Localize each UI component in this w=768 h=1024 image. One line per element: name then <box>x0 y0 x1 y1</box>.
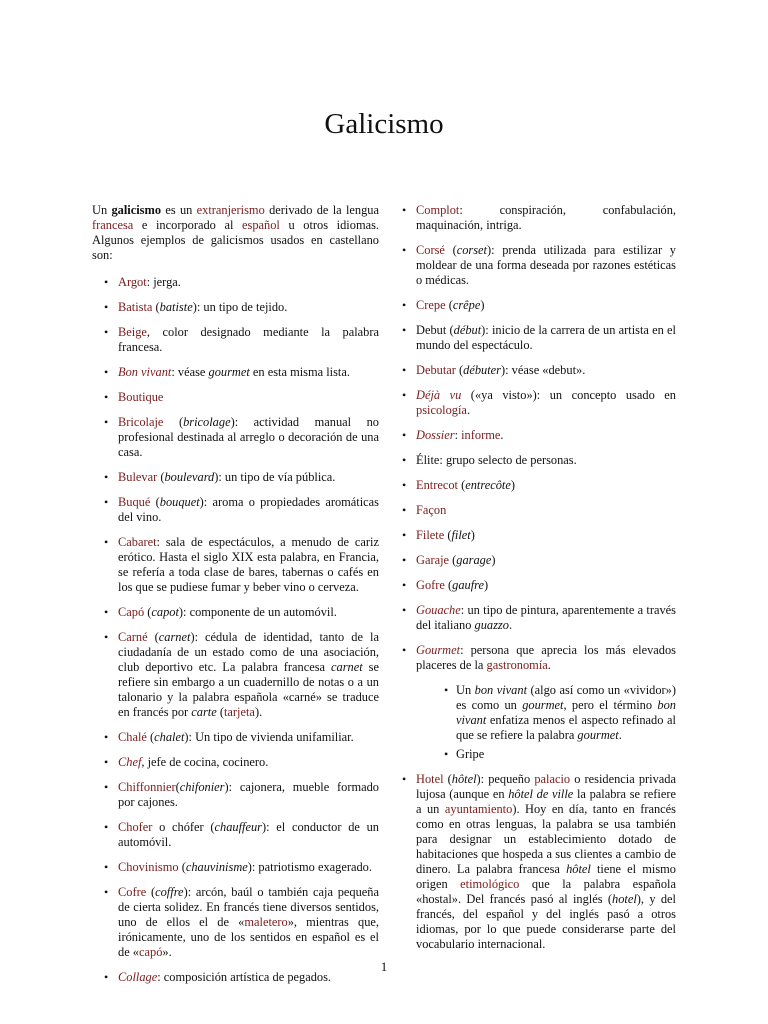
link-chovinismo[interactable]: Chovinismo <box>118 860 179 874</box>
intro-paragraph: Un galicismo es un extranjerismo derivado de la lengua francesa e incorporado al español u otros idiomas. Algunos ejemplos de galicismos usados en castellano son: <box>92 203 379 262</box>
link-chale[interactable]: Chalé <box>118 730 147 744</box>
list-item-beige: • Beige, color designado mediante la palabra francesa. <box>92 325 379 355</box>
link-etimologico[interactable]: etimológico <box>460 877 520 891</box>
link-francesa[interactable]: francesa <box>92 218 134 232</box>
list-item-collage: • Collage: composición artística de pegados. <box>92 970 379 985</box>
galicism-list-left <box>92 275 379 985</box>
link-carne[interactable]: Carné <box>118 630 148 644</box>
list-item-bulevar: • Bulevar (boulevard): un tipo de vía pública. <box>92 470 379 485</box>
right-column <box>401 203 676 962</box>
link-beige[interactable]: Beige <box>118 325 147 339</box>
list-item-gofre: • Gofre (gaufre) <box>401 578 676 593</box>
link-argot[interactable]: Argot <box>118 275 147 289</box>
link-tarjeta[interactable]: tarjeta <box>223 705 255 719</box>
link-deja-vu[interactable]: Déjà vu <box>416 388 462 402</box>
list-item-corse: • Corsé (corset): prenda utilizada para estilizar y moldear de una forma deseada por razones estéticas o médicas. <box>401 243 676 288</box>
link-bon-vivant[interactable]: Bon vivant <box>118 365 172 379</box>
list-item-hotel: • Hotel (hôtel): pequeño palacio o residencia privada lujosa (aunque en hôtel de ville la palabra se refiere a un ayuntamiento). Hoy en día, tanto en francés como en otras lenguas, la palabra se usa también para designar un establecimiento dotado de habitaciones que hospeda a sus clientes a cambio de dinero. La palabra francesa hôtel tiene el mismo origen etimológico que la palabra española «hostal». Del francés pasó al inglés (hotel), y del francés, del español y del inglés pasó a otros idiomas, por lo que puede considerarse parte del vocabulario internacional. <box>401 772 676 952</box>
link-buque[interactable]: Buqué <box>118 495 151 509</box>
link-filete[interactable]: Filete <box>416 528 445 542</box>
link-garaje[interactable]: Garaje <box>416 553 450 567</box>
link-chiffonnier[interactable]: Chiffonnier <box>118 780 176 794</box>
galicism-list-right <box>401 203 676 952</box>
link-bricolaje[interactable]: Bricolaje <box>118 415 164 429</box>
link-palacio[interactable]: palacio <box>534 772 571 786</box>
link-entrecot[interactable]: Entrecot <box>416 478 458 492</box>
list-item-argot: • Argot: jerga. <box>92 275 379 290</box>
link-capo[interactable]: Capó <box>118 605 145 619</box>
link-cofre[interactable]: Cofre <box>118 885 147 899</box>
list-item-cofre: • Cofre (coffre): arcón, baúl o también caja pequeña de cierta solidez. En francés tiene diversos sentidos, uno de ellos el de «maletero», mientras que, irónicamente, uno de los sentidos en español es el de «capó». <box>92 885 379 960</box>
link-dossier[interactable]: Dossier <box>416 428 455 442</box>
list-item-batista: • Batista (batiste): un tipo de tejido. <box>92 300 379 315</box>
sublist-item-gripe: • Gripe <box>416 747 676 762</box>
list-item-complot: • Complot: conspiración, confabulación, maquinación, intriga. <box>401 203 676 233</box>
link-gourmet[interactable]: Gourmet <box>416 643 461 657</box>
list-item-chofer: • Chofer o chófer (chauffeur): el conductor de un automóvil. <box>92 820 379 850</box>
link-ayuntamiento[interactable]: ayuntamiento <box>444 802 513 816</box>
list-item-gouache: • Gouache: un tipo de pintura, aparentemente a través del italiano guazzo. <box>401 603 676 633</box>
list-item-garaje: • Garaje (garage) <box>401 553 676 568</box>
list-item-bricolaje: • Bricolaje (bricolage): actividad manual no profesional destinada al arreglo o decoración de una casa. <box>92 415 379 460</box>
link-debutar[interactable]: Debutar <box>416 363 456 377</box>
list-item-bon-vivant: • Bon vivant: véase gourmet en esta misma lista. <box>92 365 379 380</box>
gourmet-sublist <box>416 683 676 762</box>
link-complot[interactable]: Complot <box>416 203 460 217</box>
page-title: Galicismo <box>324 108 444 140</box>
list-item-filete: • Filete (filet) <box>401 528 676 543</box>
list-item-deja-vu: • Déjà vu («ya visto»): un concepto usado en psicología. <box>401 388 676 418</box>
link-maletero[interactable]: maletero <box>244 915 288 929</box>
link-bulevar[interactable]: Bulevar <box>118 470 158 484</box>
page-number: 1 <box>380 959 388 974</box>
list-item-chale: • Chalé (chalet): Un tipo de vivienda unifamiliar. <box>92 730 379 745</box>
list-item-gourmet: • Gourmet: persona que aprecia los más elevados placeres de la gastronomía. • Un bon vivant (algo así como un «vividor») es como un gourmet, pero el término bon vivant enfatiza menos el aspecto refinado al que se refiere la palabra gourmet. • Gripe <box>401 643 676 762</box>
link-crepe[interactable]: Crepe <box>416 298 446 312</box>
list-item-chovinismo: • Chovinismo (chauvinisme): patriotismo exagerado. <box>92 860 379 875</box>
left-column <box>92 203 379 995</box>
sublist-item-bon-vivant: • Un bon vivant (algo así como un «vividor») es como un gourmet, pero el término bon vivant enfatiza menos el aspecto refinado al que se refiere la palabra gourmet. <box>416 683 676 743</box>
list-item-chiffonnier: • Chiffonnier(chifonier): cajonera, mueble formado por cajones. <box>92 780 379 810</box>
link-batista[interactable]: Batista <box>118 300 153 314</box>
list-item-buque: • Buqué (bouquet): aroma o propiedades aromáticas del vino. <box>92 495 379 525</box>
list-item-debut: • Debut (début): inicio de la carrera de un artista en el mundo del espectáculo. <box>401 323 676 353</box>
link-hotel[interactable]: Hotel <box>416 772 444 786</box>
link-boutique[interactable]: Boutique <box>118 390 164 404</box>
list-item-crepe: • Crepe (crêpe) <box>401 298 676 313</box>
link-facon[interactable]: Façon <box>416 503 447 517</box>
list-item-elite: • Élite: grupo selecto de personas. <box>401 453 676 468</box>
list-item-debutar: • Debutar (débuter): véase «debut». <box>401 363 676 378</box>
link-psicologia[interactable]: psicología <box>416 403 467 417</box>
list-item-entrecot: • Entrecot (entrecôte) <box>401 478 676 493</box>
link-cabaret[interactable]: Cabaret <box>118 535 157 549</box>
list-item-carne: • Carné (carnet): cédula de identidad, tanto de la ciudadanía de un estado como de una asociación, club deportivo etc. La palabra francesa carnet se refiere sin embargo a un cuadernillo de notas o a un talonario y la palabra española «carné» se traduce en francés por carte (tarjeta). <box>92 630 379 720</box>
list-item-cabaret: • Cabaret: sala de espectáculos, a menudo de cariz erótico. Hasta el siglo XIX esta palabra, en Francia, se refería a toda clase de bares, tabernas o cafés en los que se pudiese fumar y beber vino o cerveza. <box>92 535 379 595</box>
link-gastronomia[interactable]: gastronomía <box>486 658 548 672</box>
link-corse[interactable]: Corsé <box>416 243 445 257</box>
list-item-boutique <box>92 390 379 405</box>
list-item-chef: • Chef, jefe de cocina, cocinero. <box>92 755 379 770</box>
list-item-facon <box>401 503 676 518</box>
link-gofre[interactable]: Gofre <box>416 578 445 592</box>
link-chef[interactable]: Chef <box>118 755 142 769</box>
link-gouache[interactable]: Gouache <box>416 603 461 617</box>
link-espanol[interactable]: español <box>242 218 280 232</box>
link-chofer[interactable]: Chofer <box>118 820 153 834</box>
list-item-dossier: • Dossier: informe. <box>401 428 676 443</box>
link-extranjerismo[interactable]: extranjerismo <box>196 203 265 217</box>
link-capo-ref[interactable]: capó <box>139 945 163 959</box>
link-informe[interactable]: informe <box>461 428 501 442</box>
list-item-capo: • Capó (capot): componente de un automóvil. <box>92 605 379 620</box>
bold-term: galicismo <box>111 203 162 217</box>
link-collage[interactable]: Collage <box>118 970 158 984</box>
